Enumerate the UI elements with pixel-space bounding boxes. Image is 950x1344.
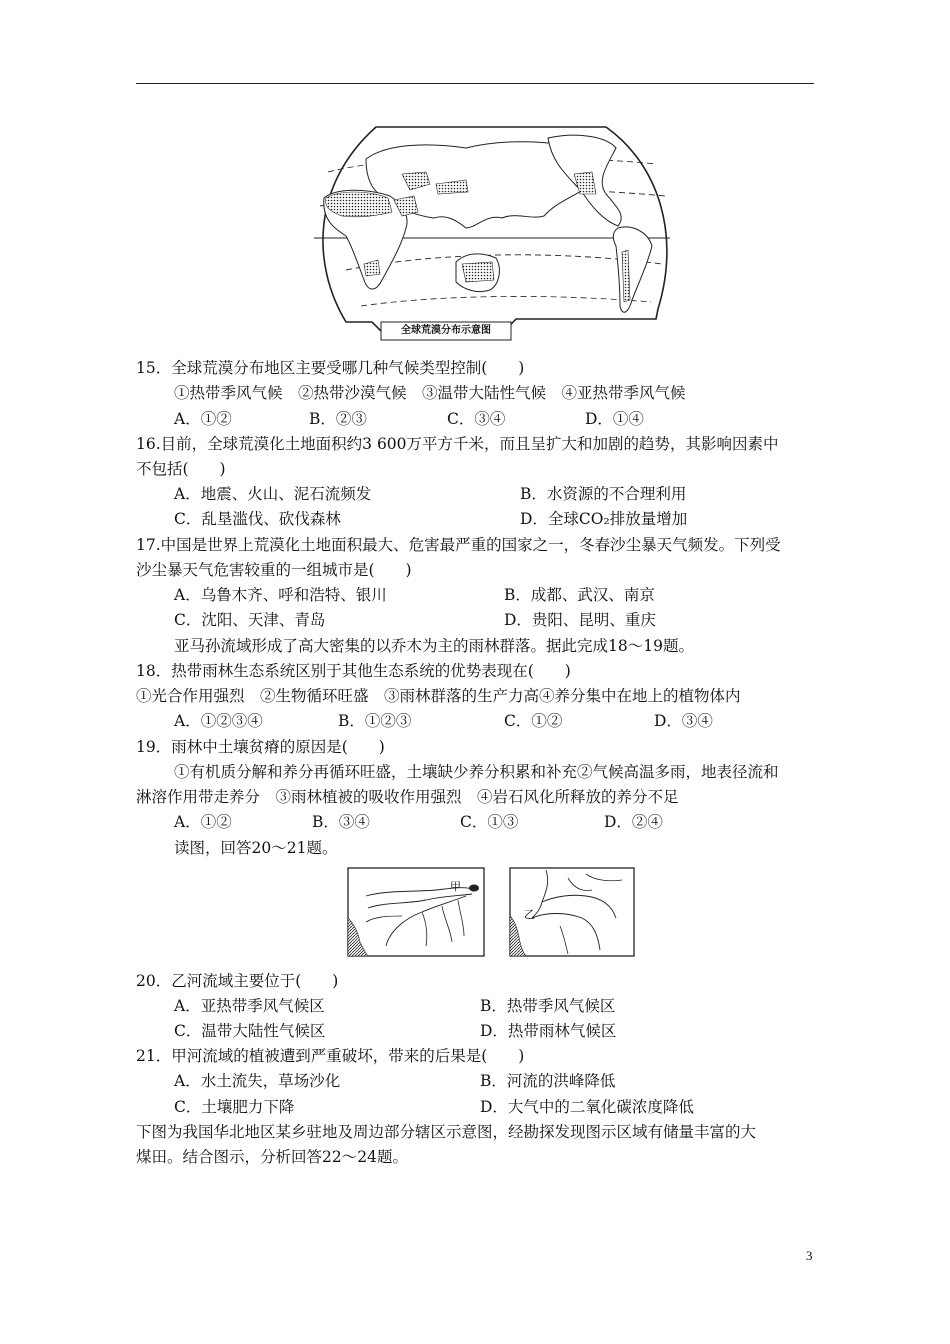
line-q18-items: ①光合作用强烈 ②生物循环旺盛 ③雨林群落的生产力高④养分集中在地上的植物体内 [136,687,741,705]
option-q18-opts-1: B．①②③ [338,712,412,730]
option-q20-cd-0: C．温带大陆性气候区 [174,1022,326,1040]
option-q16-ab-1: B．水资源的不合理利用 [520,485,687,503]
line-q15-items: ①热带季风气候 ②热带沙漠气候 ③温带大陆性气候 ④亚热带季风气候 [174,384,686,402]
world-map-figure [306,124,674,346]
option-q16-ab-0: A．地震、火山、泥石流频发 [174,485,372,503]
option-q19-opts-3: D．②④ [604,813,663,831]
line-q20: 20．乙河流域主要位于( ) [136,972,339,990]
option-q18-opts-0: A．①②③④ [174,712,263,730]
line-q16b: 不包括( ) [136,460,226,478]
header-rule [136,83,814,84]
option-q20-ab-1: B．热带季风气候区 [480,997,616,1015]
option-q21-cd-1: D．大气中的二氧化碳浓度降低 [480,1098,694,1116]
line-intro22a: 下图为我国华北地区某乡驻地及周边部分辖区示意图，经勘探发现图示区域有储量丰富的大 [136,1123,757,1141]
world-desert-map [306,124,674,346]
line-q19: 19．雨林中土壤贫瘠的原因是( ) [136,738,385,756]
line-q17a: 17.中国是世界上荒漠化土地面积最大、危害最严重的国家之一，冬春沙尘暴天气频发。下列受 [136,536,781,554]
river-basin-figures [346,866,638,958]
map-caption: 全球荒漠分布示意图 [401,325,491,336]
option-q21-cd-0: C．土壤肥力下降 [174,1098,295,1116]
option-q20-cd-1: D．热带雨林气候区 [480,1022,617,1040]
australian-desert [462,262,494,282]
option-q16-cd-0: C．乱垦滥伐、砍伐森林 [174,510,341,528]
label-yi: 乙 [524,908,535,921]
label-jia: 甲 [450,880,461,893]
line-q18: 18．热带雨林生态系统区别于其他生态系统的优势表现在( ) [136,662,571,680]
option-q15-opts-2: C．③④ [447,410,506,428]
option-q19-opts-0: A．①② [174,813,232,831]
line-q15: 15．全球荒漠分布地区主要受哪几种气候类型控制( ) [136,359,525,377]
option-q18-opts-2: C．①② [504,712,563,730]
option-q19-opts-2: C．①③ [460,813,519,831]
option-q17-ab-0: A．乌鲁木齐、呼和浩特、银川 [174,586,387,604]
option-q15-opts-0: A．①② [174,410,232,428]
option-q15-opts-3: D．①④ [585,410,644,428]
option-q19-opts-1: B．③④ [312,813,370,831]
line-intro20: 读图，回答20～21题。 [174,839,338,857]
sahara-desert [326,192,392,217]
line-q19-items-a: ①有机质分解和养分再循环旺盛，土壤缺少养分积累和补充②气候高温多雨，地表径流和 [174,763,779,781]
line-intro18: 亚马孙流域形成了高大密集的以乔木为主的雨林群落。据此完成18～19题。 [174,637,694,655]
option-q17-cd-1: D．贵阳、昆明、重庆 [504,611,656,629]
option-q17-ab-1: B．成都、武汉、南京 [504,586,655,604]
option-q17-cd-0: C．沈阳、天津、青岛 [174,611,326,629]
option-q15-opts-1: B．②③ [309,410,367,428]
page-number: 3 [806,1248,813,1263]
line-q16a: 16.目前，全球荒漠化土地面积约3 600万平方千米，而且呈扩大和加剧的趋势，其影响因素中 [136,435,779,453]
river-maps [346,866,638,958]
map-jia [348,868,484,956]
line-q17b: 沙尘暴天气危害较重的一组城市是( ) [136,561,412,579]
option-q21-ab-0: A．水土流失，草场沙化 [174,1072,341,1090]
option-q20-ab-0: A．亚热带季风气候区 [174,997,325,1015]
line-q19-items-b: 淋溶作用带走养分 ③雨林植被的吸收作用强烈 ④岩石风化所释放的养分不足 [136,788,679,806]
line-q21: 21．甲河流域的植被遭到严重破坏，带来的后果是( ) [136,1047,525,1065]
option-q16-cd-1: D．全球CO₂排放量增加 [520,510,688,528]
option-q21-ab-1: B．河流的洪峰降低 [480,1072,616,1090]
line-intro22b: 煤田。结合图示，分析回答22～24题。 [136,1148,408,1166]
option-q18-opts-3: D．③④ [654,712,713,730]
